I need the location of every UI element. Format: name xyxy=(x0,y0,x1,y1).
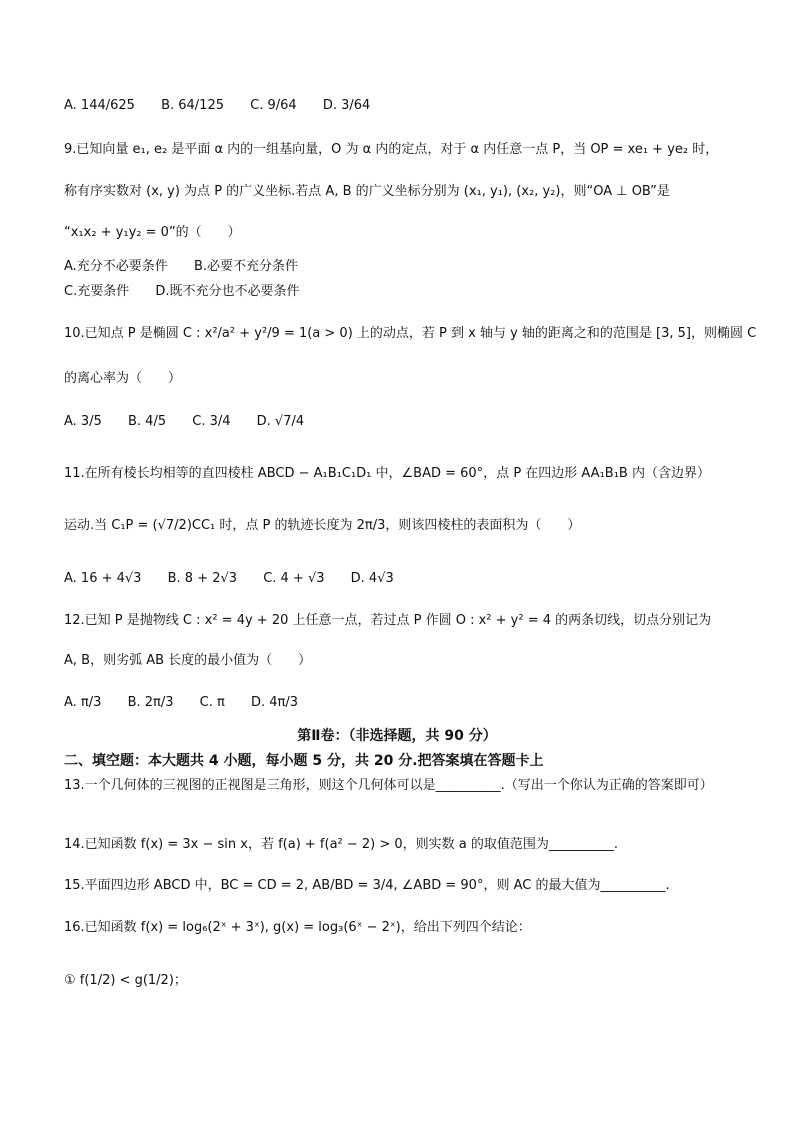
q12-line1: 12.已知 P 是抛物线 C : x² = 4y + 20 上任意一点，若过点 P 作圆 O : x² + y² = 4 的两条切线，切点分别记为 xyxy=(64,613,712,628)
q9-option-d: D.既不充分也不必要条件 xyxy=(155,284,300,299)
q8-options xyxy=(64,96,392,116)
q9-line2: 称有序实数对 (x, y) 为点 P 的广义坐标.若点 A, B 的广义坐标分别为 (x₁, y₁), (x₂, y₂)，则“OA ⊥ OB”是 xyxy=(64,184,670,199)
q14-text: 14.已知函数 f(x) = 3x − sin x，若 f(a) + f(a² − 2) > 0，则实数 a 的取值范围为__________. xyxy=(64,837,619,852)
q11-option-d: D. 4√3 xyxy=(350,571,394,586)
q9-option-c: C.充要条件 xyxy=(64,284,130,299)
q9-options-row1 xyxy=(64,257,320,277)
q10-line1: 10.已知点 P 是椭圆 C : x²/a² + y²/9 = 1(a > 0) 上的动点，若 P 到 x 轴与 y 轴的距离之和的范围是 [3, 5]，则椭圆 C xyxy=(64,326,757,341)
q15-text: 15.平面四边形 ABCD 中，BC = CD = 2, AB/BD = 3/4, ∠ABD = 90°，则 AC 的最大值为__________. xyxy=(64,878,670,893)
q9-option-a: A.充分不必要条件 xyxy=(64,259,168,274)
q10-line2: 的离心率为（ ） xyxy=(64,371,182,386)
q16-text: 16.已知函数 f(x) = log₆(2ˣ + 3ˣ), g(x) = log₃(6ˣ − 2ˣ)，给出下列四个结论： xyxy=(64,920,531,935)
q12-option-d: D. 4π/3 xyxy=(250,695,298,710)
q11-options xyxy=(64,569,416,589)
q12-line2: A, B，则劣弧 AB 长度的最小值为（ ） xyxy=(64,653,312,668)
q10-options xyxy=(64,412,326,432)
q13-text: 13.一个几何体的三视图的正视图是三角形，则这个几何体可以是__________.（写出一个你认为正确的答案即可） xyxy=(64,778,713,793)
q11-option-a: A. 16 + 4√3 xyxy=(64,571,142,586)
q11-option-c: C. 4 + √3 xyxy=(263,571,325,586)
section2-heading: 二、填空题：本大题共 4 小题，每小题 5 分，共 20 分.把答案填在答题卡上 xyxy=(64,753,544,769)
q16-item1: ① f(1/2) < g(1/2)； xyxy=(64,973,187,988)
q8-option-c: C. 9/64 xyxy=(250,98,297,113)
q10-option-c: C. 3/4 xyxy=(192,414,231,429)
q12-options xyxy=(64,693,320,713)
q8-option-d: D. 3/64 xyxy=(322,98,371,113)
q10-option-a: A. 3/5 xyxy=(64,414,102,429)
q10-option-b: B. 4/5 xyxy=(128,414,167,429)
q9-options-row2 xyxy=(64,282,322,302)
q9-line3: “x₁x₂ + y₁y₂ = 0”的（ ） xyxy=(64,225,241,240)
q11-line1: 11.在所有棱长均相等的直四棱柱 ABCD − A₁B₁C₁D₁ 中，∠BAD = 60°，点 P 在四边形 AA₁B₁B 内（含边界） xyxy=(64,466,710,481)
q10-option-d: D. √7/4 xyxy=(256,414,305,429)
q12-option-b: B. 2π/3 xyxy=(127,695,174,710)
part2-title: 第Ⅱ卷：（非选择题，共 90 分） xyxy=(297,728,497,744)
q8-option-b: B. 64/125 xyxy=(161,98,224,113)
q9-line1: 9.已知向量 e₁, e₂ 是平面 α 内的一组基向量，O 为 α 内的定点，对于 α 内任意一点 P，当 OP = xe₁ + ye₂ 时， xyxy=(64,142,719,157)
q12-option-a: A. π/3 xyxy=(64,695,102,710)
q11-option-b: B. 8 + 2√3 xyxy=(167,571,238,586)
q12-option-c: C. π xyxy=(199,695,225,710)
q8-option-a: A. 144/625 xyxy=(64,98,135,113)
q11-line2: 运动.当 C₁P = (√7/2)CC₁ 时，点 P 的轨迹长度为 2π/3，则该四棱柱的表面积为（ ） xyxy=(64,518,581,533)
q9-option-b: B.必要不充分条件 xyxy=(193,259,299,274)
